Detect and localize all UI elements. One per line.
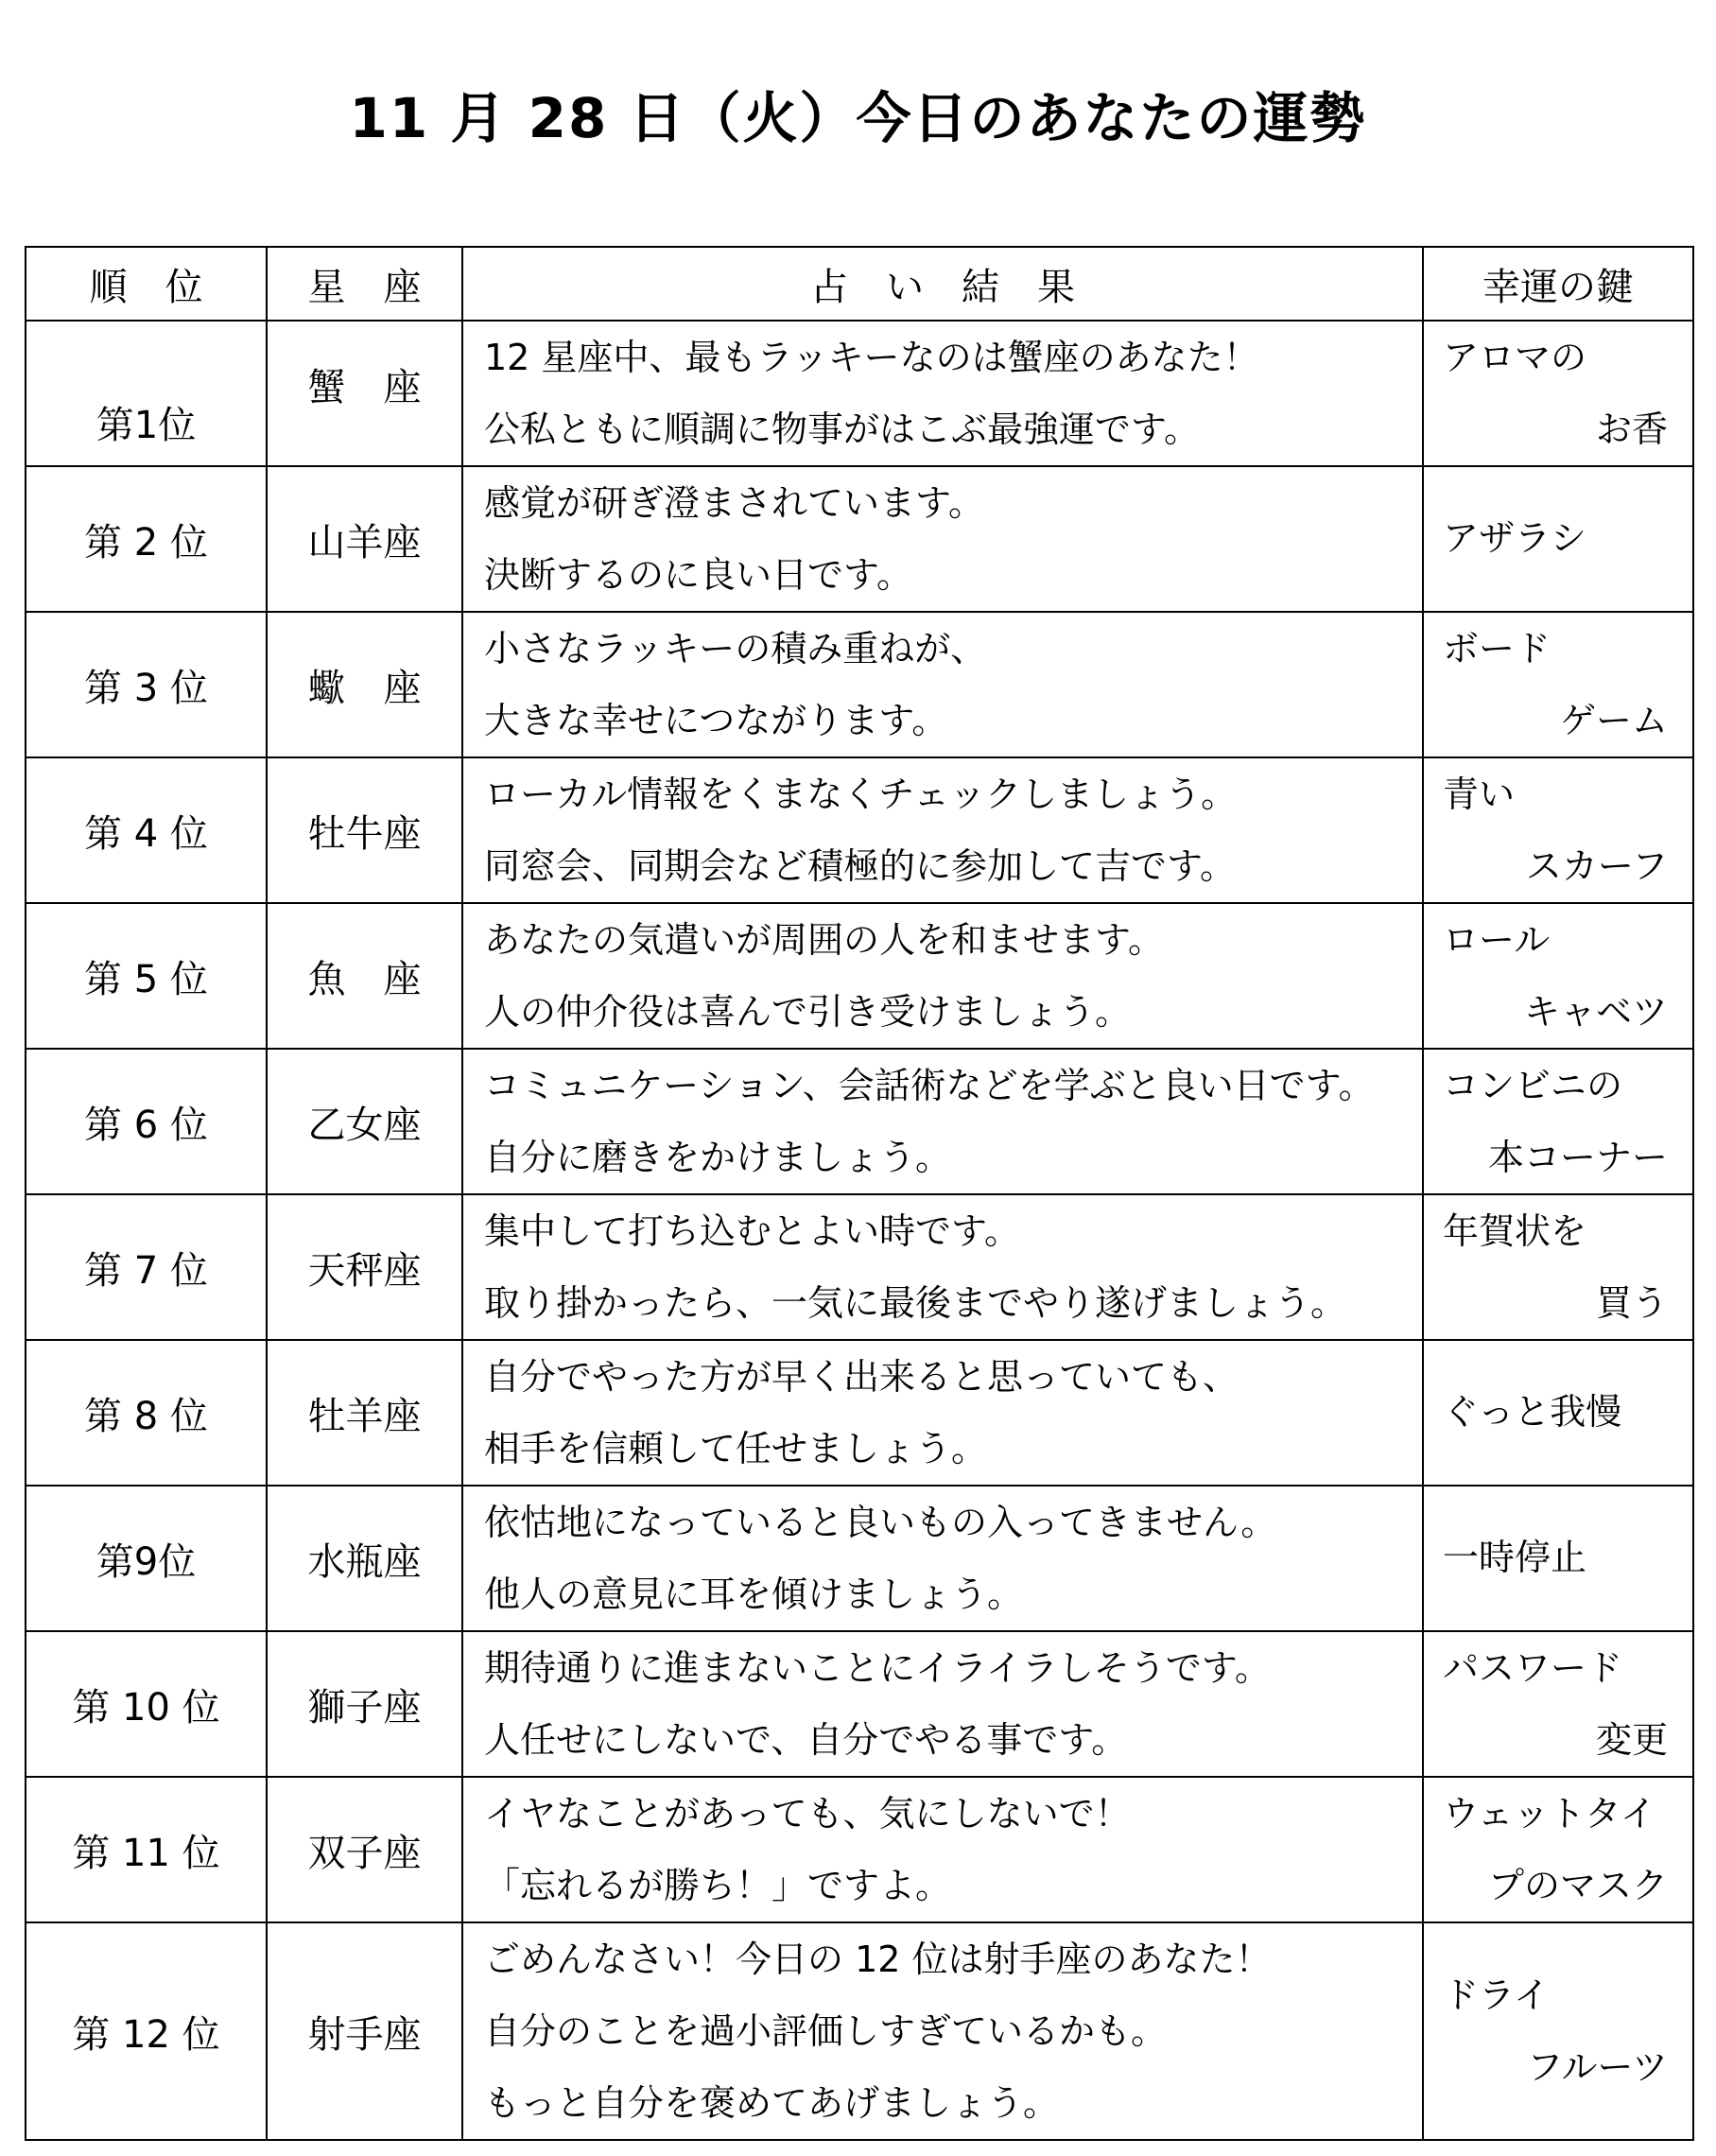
result-line: 公私ともに順調に物事がはこぶ最強運です。	[484, 409, 1200, 450]
result-line: 大きな幸せにつながります。	[484, 700, 948, 741]
lucky-key-cell	[1423, 1340, 1693, 1486]
result-cell	[462, 1340, 1423, 1486]
sign-cell: 牡牛座	[267, 757, 462, 903]
rank-cell: 第 8 位	[26, 1340, 267, 1486]
result-line: 「忘れるが勝ち！」ですよ。	[484, 1865, 952, 1906]
lucky-key-cell	[1423, 466, 1693, 612]
result-line: 12 星座中、最もラッキーなのは蟹座のあなた！	[484, 337, 1259, 378]
lucky-key-line: 変更	[1595, 1719, 1668, 1761]
lucky-key-cell	[1423, 1049, 1693, 1194]
fortune-row	[26, 757, 1693, 903]
sign-cell: 牡羊座	[267, 1340, 462, 1486]
rank-cell: 第 12 位	[26, 1922, 267, 2140]
lucky-key-line: 青い	[1443, 774, 1516, 815]
result-cell	[462, 321, 1423, 466]
lucky-key-line: ぐっと我慢	[1443, 1391, 1622, 1434]
result-cell	[462, 1631, 1423, 1777]
lucky-key-cell	[1423, 1777, 1693, 1922]
rank-cell: 第 10 位	[26, 1631, 267, 1777]
result-cell	[462, 903, 1423, 1049]
result-line: あなたの気遣いが周囲の人を和ませます。	[484, 919, 1164, 961]
result-line: イヤなことがあっても、気にしないで！	[484, 1793, 1131, 1834]
fortune-row	[26, 903, 1693, 1049]
result-line: 集中して打ち込むとよい時です。	[484, 1210, 1020, 1252]
result-line: 依怙地になっていると良いもの入ってきません。	[484, 1502, 1277, 1543]
header-result: 占 い 結 果	[462, 247, 1423, 321]
result-line: ローカル情報をくまなくチェックしましょう。	[484, 774, 1238, 815]
result-line: 相手を信頼して任せましょう。	[484, 1428, 988, 1469]
lucky-key-cell	[1423, 757, 1693, 903]
rank-cell: 第1位	[26, 321, 267, 466]
rank-cell: 第9位	[26, 1486, 267, 1631]
lucky-key-line: 買う	[1595, 1282, 1668, 1324]
result-cell	[462, 1777, 1423, 1922]
result-line: 自分に磨きをかけましょう。	[484, 1137, 952, 1178]
result-line: もっと自分を褒めてあげましょう。	[484, 2082, 1060, 2124]
lucky-key-line: ウェットタイ	[1443, 1793, 1656, 1834]
rank-cell: 第 3 位	[26, 612, 267, 757]
result-line: 他人の意見に耳を傾けましょう。	[484, 1574, 1024, 1615]
sign-cell: 水瓶座	[267, 1486, 462, 1631]
lucky-key-line: 年賀状を	[1443, 1210, 1587, 1252]
result-line: コミュニケーション、会話術などを学ぶと良い日です。	[484, 1065, 1375, 1106]
page-title: 11 月 28 日（火）今日のあなたの運勢	[349, 86, 1367, 150]
lucky-key-line: 一時停止	[1443, 1537, 1587, 1579]
lucky-key-line: フルーツ	[1527, 2046, 1668, 2088]
sign-cell: 獅子座	[267, 1631, 462, 1777]
rank-cell: 第 11 位	[26, 1777, 267, 1922]
fortune-rows	[26, 321, 1693, 2140]
fortune-row	[26, 321, 1693, 466]
result-cell	[462, 1049, 1423, 1194]
result-line: 自分のことを過小評価しすぎているかも。	[484, 2010, 1168, 2052]
sign-cell: 双子座	[267, 1777, 462, 1922]
result-line: 同窓会、同期会など積極的に参加して吉です。	[484, 845, 1236, 887]
header-rank: 順 位	[26, 247, 267, 321]
lucky-key-cell	[1423, 1486, 1693, 1631]
rank-cell: 第 4 位	[26, 757, 267, 903]
rank-cell: 第 7 位	[26, 1194, 267, 1340]
header-row	[26, 247, 1693, 321]
lucky-key-cell	[1423, 1922, 1693, 2140]
sign-cell: 魚 座	[267, 903, 462, 1049]
lucky-key-cell	[1423, 321, 1693, 466]
sign-cell: 天秤座	[267, 1194, 462, 1340]
header-sign: 星 座	[267, 247, 462, 321]
rank-cell: 第 6 位	[26, 1049, 267, 1194]
lucky-key-line: ロール	[1443, 919, 1551, 961]
result-line: 感覚が研ぎ澄まされています。	[484, 482, 984, 524]
lucky-key-line: パスワード	[1443, 1647, 1623, 1689]
fortune-row	[26, 466, 1693, 612]
result-line: 小さなラッキーの積み重ねが、	[484, 628, 987, 669]
result-cell	[462, 1486, 1423, 1631]
fortune-row	[26, 1194, 1693, 1340]
lucky-key-line: ゲーム	[1559, 700, 1668, 741]
sign-cell: 蟹 座	[267, 321, 462, 466]
fortune-row	[26, 1922, 1693, 2140]
result-cell	[462, 1922, 1423, 2140]
lucky-key-line: アロマの	[1443, 337, 1587, 378]
result-line: 人任せにしないで、自分でやる事です。	[484, 1719, 1128, 1761]
fortune-table	[25, 246, 1694, 2141]
result-line: ごめんなさい！今日の 12 位は射手座のあなた！	[484, 1939, 1272, 1980]
lucky-key-cell	[1423, 903, 1693, 1049]
fortune-row	[26, 1049, 1693, 1194]
result-cell	[462, 757, 1423, 903]
rank-cell: 第 5 位	[26, 903, 267, 1049]
header-key: 幸運の鍵	[1423, 247, 1693, 321]
lucky-key-line: スカーフ	[1525, 845, 1668, 887]
result-line: 人の仲介役は喜んで引き受けましょう。	[484, 991, 1132, 1033]
result-line: 期待通りに進まないことにイライラしそうです。	[484, 1647, 1271, 1689]
result-cell	[462, 466, 1423, 612]
lucky-key-line: アザラシ	[1443, 517, 1587, 560]
result-cell	[462, 612, 1423, 757]
result-line: 決断するのに良い日です。	[484, 554, 912, 596]
lucky-key-line: プのマスク	[1487, 1865, 1668, 1906]
fortune-row	[26, 1340, 1693, 1486]
sign-cell: 蠍 座	[267, 612, 462, 757]
lucky-key-line: コンビニの	[1443, 1065, 1623, 1106]
sign-cell: 射手座	[267, 1922, 462, 2140]
result-line: 取り掛かったら、一気に最後までやり遂げましょう。	[484, 1282, 1347, 1324]
lucky-key-cell	[1423, 612, 1693, 757]
lucky-key-cell	[1423, 1194, 1693, 1340]
lucky-key-line: お香	[1595, 409, 1668, 450]
lucky-key-line: キャベツ	[1523, 991, 1668, 1033]
lucky-key-line: 本コーナー	[1487, 1137, 1668, 1178]
fortune-row	[26, 1486, 1693, 1631]
sign-cell: 乙女座	[267, 1049, 462, 1194]
fortune-row	[26, 1777, 1693, 1922]
lucky-key-line: ドライ	[1443, 1974, 1550, 2016]
rank-cell: 第 2 位	[26, 466, 267, 612]
result-cell	[462, 1194, 1423, 1340]
fortune-row	[26, 612, 1693, 757]
sign-cell: 山羊座	[267, 466, 462, 612]
fortune-row	[26, 1631, 1693, 1777]
lucky-key-cell	[1423, 1631, 1693, 1777]
result-line: 自分でやった方が早く出来ると思っていても、	[484, 1356, 1239, 1398]
lucky-key-line: ボード	[1443, 628, 1551, 669]
